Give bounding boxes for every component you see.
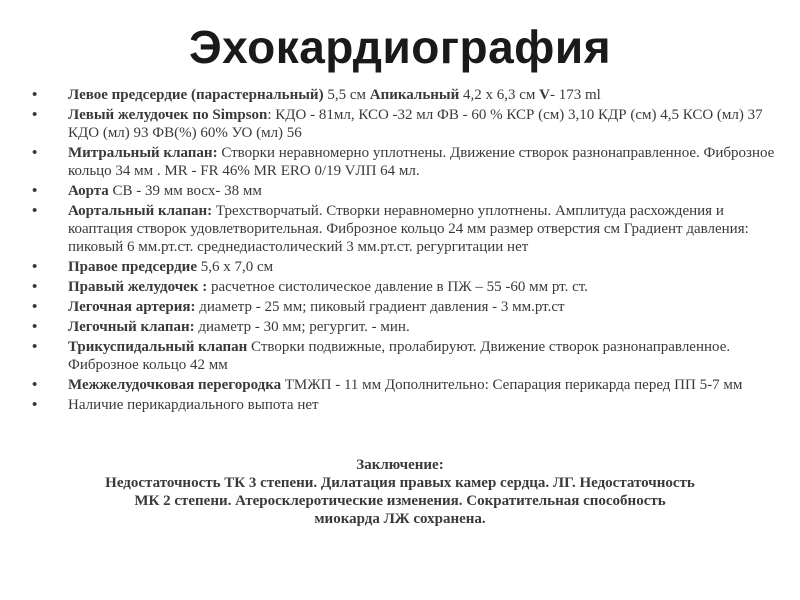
item-label: Аортальный клапан: bbox=[68, 203, 213, 219]
list-item bbox=[30, 376, 780, 394]
echo-findings-list bbox=[30, 86, 780, 416]
list-item bbox=[30, 298, 780, 316]
conclusion-heading: Заключение: bbox=[356, 457, 444, 473]
list-item bbox=[30, 258, 780, 276]
list-item bbox=[30, 338, 780, 374]
item-text: ТМЖП - 11 мм Дополнительно: Сепарация перикарда перед ПП 5-7 мм bbox=[281, 377, 743, 393]
item-label: Межжелудочковая перегородка bbox=[68, 377, 282, 393]
list-item bbox=[30, 86, 780, 104]
item-text: 5,5 см bbox=[323, 87, 370, 103]
item-label: Легочная артерия: bbox=[68, 299, 196, 315]
page-title: Эхокардиография bbox=[188, 21, 612, 73]
item-text: Створки подвижные, пролабируют. Движение створок разнонаправленное. Фиброзное кольцо 42 мм bbox=[68, 339, 731, 373]
item-text: Наличие перикардиального выпота нет bbox=[68, 397, 319, 413]
item-text: расчетное систолическое давление в ПЖ – 55 -60 мм рт. ст. bbox=[207, 279, 588, 295]
item-text: СВ - 39 мм восх- 38 мм bbox=[108, 183, 262, 199]
item-label: Правый желудочек : bbox=[68, 279, 208, 295]
item-label: Легочный клапан: bbox=[68, 319, 195, 335]
item-label: Аорта bbox=[68, 183, 109, 199]
item-text: 4,2 х 6,3 см bbox=[459, 87, 540, 103]
item-label: Правое предсердие bbox=[68, 259, 197, 275]
list-item bbox=[30, 278, 780, 296]
item-label: V bbox=[539, 87, 550, 103]
conclusion-line: Недостаточность ТК 3 степени. Дилатация правых камер сердца. ЛГ. Недостаточность bbox=[105, 475, 695, 491]
item-text: диаметр - 30 мм; регургит. - мин. bbox=[194, 319, 410, 335]
item-label: Трикуспидальный клапан bbox=[68, 339, 248, 355]
list-item bbox=[30, 318, 780, 336]
item-text: : КДО - 81мл, КСО -32 мл ФВ - 60 % КСР (см) 3,10 КДР (см) 4,5 КСО (мл) 37 КДО (мл) 93 ФВ(%) 60% УО (мл) 56 bbox=[68, 107, 763, 141]
item-label: Левый желудочек по Simpson bbox=[68, 107, 268, 123]
item-text: Трехстворчатый. Створки неравномерно уплотнены. Амплитуда расхождения и коаптация створок удовлетворительная. Фиброзное кольцо 24 мм размер отверстия см Градиент давления: пиковый 6 мм.рт.ст. среднедиастолический 3 мм.рт.ст. регургитации нет bbox=[68, 203, 749, 255]
list-item bbox=[30, 202, 780, 256]
item-label: Левое предсердие (парастернальный) bbox=[68, 87, 324, 103]
list-item bbox=[30, 106, 780, 142]
list-item bbox=[30, 396, 780, 414]
conclusion-line: миокарда ЛЖ сохранена. bbox=[314, 511, 486, 527]
item-label: Митральный клапан: bbox=[68, 145, 218, 161]
item-text: диаметр - 25 мм; пиковый градиент давления - 3 мм.рт.ст bbox=[195, 299, 565, 315]
item-label: Апикальный bbox=[369, 87, 460, 103]
conclusion-line: МК 2 степени. Атеросклеротические изменения. Сократительная способность bbox=[134, 493, 666, 509]
list-item bbox=[30, 182, 780, 200]
list-item bbox=[30, 144, 780, 180]
item-text: Створки неравномерно уплотнены. Движение створок разнонаправленное. Фиброзное кольцо 34 мм . MR - FR 46% MR ERO 0/19 VЛП 64 мл. bbox=[68, 145, 775, 179]
item-text: 5,6 х 7,0 см bbox=[196, 259, 274, 275]
item-text: - 173 ml bbox=[550, 87, 601, 103]
conclusion-block bbox=[30, 456, 770, 528]
